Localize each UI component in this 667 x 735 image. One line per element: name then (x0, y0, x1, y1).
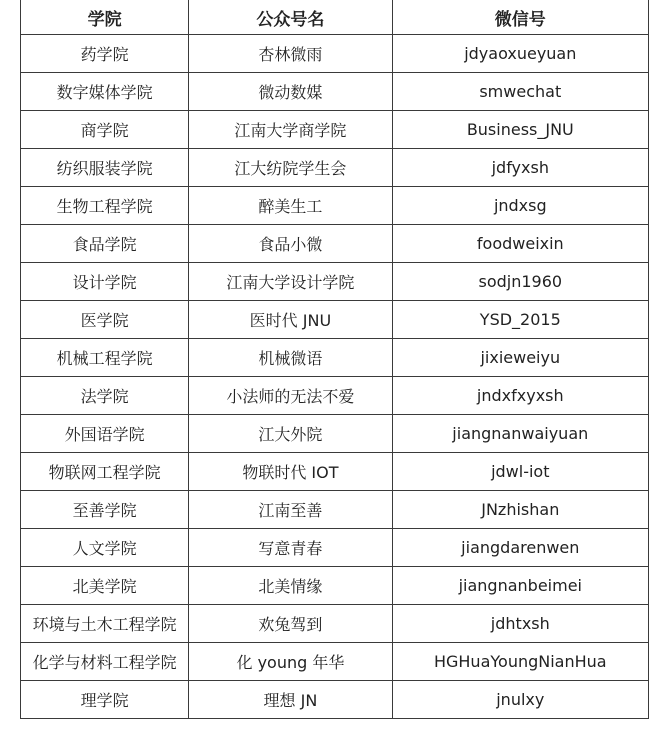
account-name-cell: 北美情缘 (189, 567, 392, 605)
account-name-cell: 江大纺院学生会 (189, 149, 392, 187)
wechat-id-cell: jdyaoxueyuan (392, 35, 648, 73)
college-cell: 纺织服装学院 (21, 149, 189, 187)
wechat-id-cell: sodjn1960 (392, 263, 648, 301)
college-cell: 机械工程学院 (21, 339, 189, 377)
table-row (21, 681, 649, 719)
account-name-cell: 江南大学设计学院 (189, 263, 392, 301)
header-college: 学院 (21, 0, 189, 35)
college-cell: 北美学院 (21, 567, 189, 605)
college-cell: 数字媒体学院 (21, 73, 189, 111)
college-cell: 环境与土木工程学院 (21, 605, 189, 643)
account-name-cell: 欢兔驾到 (189, 605, 392, 643)
table-row (21, 73, 649, 111)
wechat-id-cell: jdwl-iot (392, 453, 648, 491)
table-row (21, 491, 649, 529)
wechat-id-cell: smwechat (392, 73, 648, 111)
table-row (21, 301, 649, 339)
table-row (21, 605, 649, 643)
account-name-cell: 江大外院 (189, 415, 392, 453)
wechat-id-cell: foodweixin (392, 225, 648, 263)
wechat-id-cell: YSD_2015 (392, 301, 648, 339)
wechat-id-cell: jiangdarenwen (392, 529, 648, 567)
account-name-cell: 江南至善 (189, 491, 392, 529)
college-cell: 化学与材料工程学院 (21, 643, 189, 681)
college-cell: 法学院 (21, 377, 189, 415)
table-row (21, 225, 649, 263)
account-name-cell: 醉美生工 (189, 187, 392, 225)
table-row (21, 187, 649, 225)
account-name-cell: 物联时代 IOT (189, 453, 392, 491)
wechat-id-cell: jiangnanwaiyuan (392, 415, 648, 453)
account-name-cell: 微动数媒 (189, 73, 392, 111)
wechat-id-cell: jdhtxsh (392, 605, 648, 643)
table-row (21, 453, 649, 491)
table-row (21, 111, 649, 149)
wechat-id-cell: JNzhishan (392, 491, 648, 529)
account-name-cell: 江南大学商学院 (189, 111, 392, 149)
table-row (21, 149, 649, 187)
table-row (21, 529, 649, 567)
table-row (21, 643, 649, 681)
wechat-id-cell: Business_JNU (392, 111, 648, 149)
wechat-id-cell: HGHuaYoungNianHua (392, 643, 648, 681)
account-name-cell: 写意青春 (189, 529, 392, 567)
table-row (21, 567, 649, 605)
wechat-id-cell: jnulxy (392, 681, 648, 719)
header-row (21, 0, 649, 35)
wechat-id-cell: jndxsg (392, 187, 648, 225)
wechat-id-cell: jiangnanbeimei (392, 567, 648, 605)
table-row (21, 263, 649, 301)
table-row (21, 415, 649, 453)
college-cell: 外国语学院 (21, 415, 189, 453)
college-cell: 人文学院 (21, 529, 189, 567)
college-cell: 食品学院 (21, 225, 189, 263)
account-name-cell: 食品小微 (189, 225, 392, 263)
account-name-cell: 化 young 年华 (189, 643, 392, 681)
wechat-id-cell: jixieweiyu (392, 339, 648, 377)
college-cell: 设计学院 (21, 263, 189, 301)
college-accounts-table (20, 0, 649, 719)
wechat-id-cell: jndxfxyxsh (392, 377, 648, 415)
account-name-cell: 医时代 JNU (189, 301, 392, 339)
header-account-name: 公众号名 (189, 0, 392, 35)
wechat-id-cell: jdfyxsh (392, 149, 648, 187)
account-name-cell: 理想 JN (189, 681, 392, 719)
table-row (21, 377, 649, 415)
college-cell: 生物工程学院 (21, 187, 189, 225)
college-cell: 商学院 (21, 111, 189, 149)
account-name-cell: 小法师的无法不爱 (189, 377, 392, 415)
college-cell: 药学院 (21, 35, 189, 73)
account-name-cell: 机械微语 (189, 339, 392, 377)
header-wechat-id: 微信号 (392, 0, 648, 35)
college-cell: 理学院 (21, 681, 189, 719)
table-row (21, 35, 649, 73)
college-cell: 至善学院 (21, 491, 189, 529)
college-cell: 物联网工程学院 (21, 453, 189, 491)
table-row (21, 339, 649, 377)
college-cell: 医学院 (21, 301, 189, 339)
account-name-cell: 杏林微雨 (189, 35, 392, 73)
